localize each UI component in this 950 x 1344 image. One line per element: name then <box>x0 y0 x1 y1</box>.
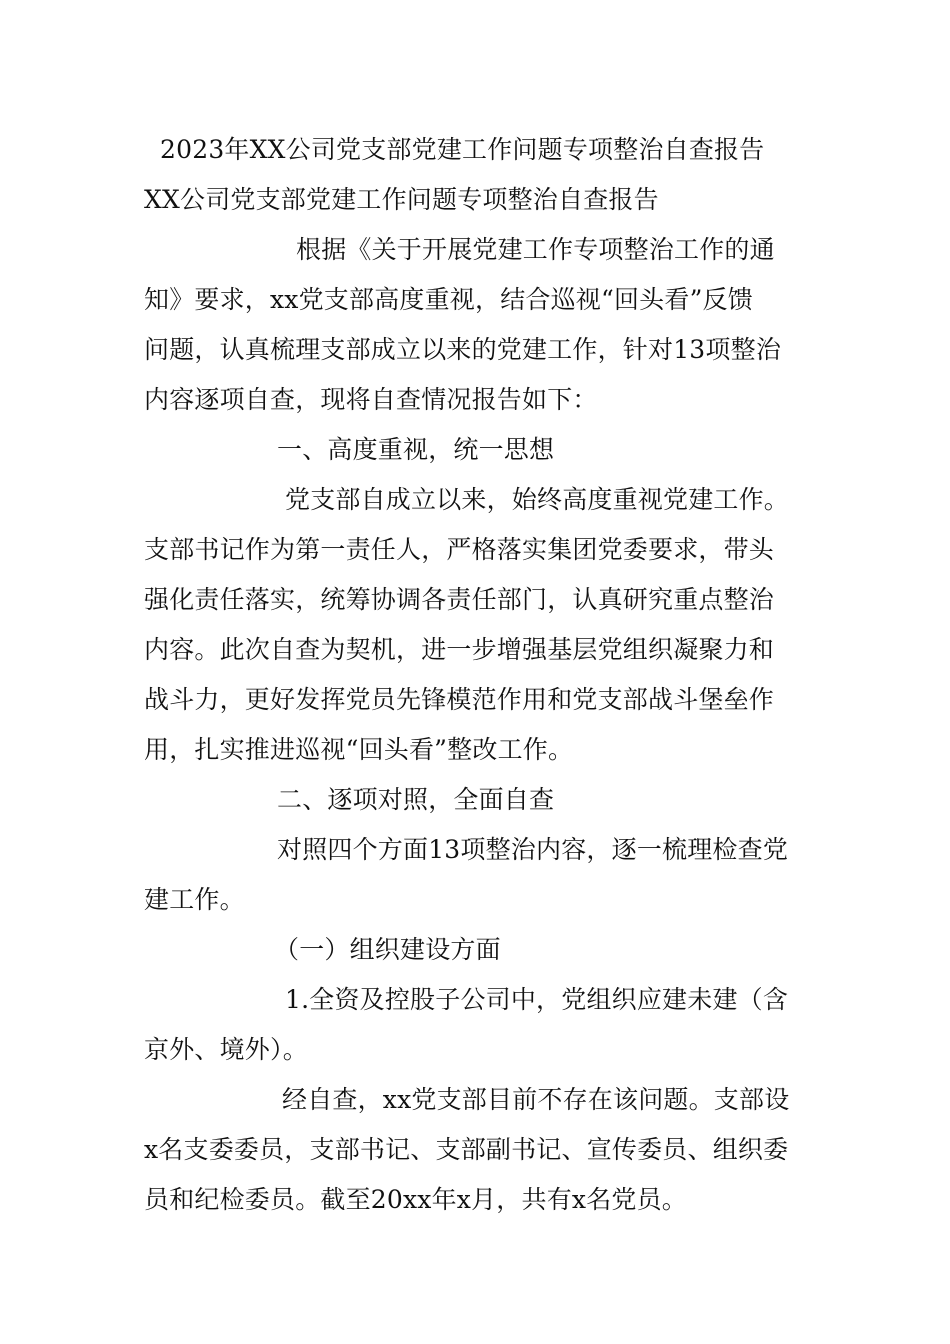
document-subtitle: XX公司党支部党建工作问题专项整治自查报告 <box>144 185 659 214</box>
intro-line-1: 根据《关于开展党建工作专项整治工作的通 <box>296 235 775 264</box>
intro-line-2: 知》要求，xx党支部高度重视，结合巡视“回头看”反馈 <box>144 285 753 314</box>
item-1-finding-line-1: 经自查，xx党支部目前不存在该问题。支部设 <box>282 1085 790 1114</box>
item-1-line-1: 1.全资及控股子公司中，党组织应建未建（含 <box>285 985 789 1014</box>
section-1-heading: 一、高度重视，统一思想 <box>277 435 555 464</box>
section-1-line-6: 用，扎实推进巡视“回头看”整改工作。 <box>144 735 574 764</box>
intro-line-3: 问题，认真梳理支部成立以来的党建工作，针对13项整治 <box>144 335 782 364</box>
section-1-line-5: 战斗力，更好发挥党员先锋模范作用和党支部战斗堡垒作 <box>144 685 775 714</box>
section-2-line-1: 对照四个方面13项整治内容，逐一梳理检查党 <box>277 835 789 864</box>
item-1-line-2: 京外、境外）。 <box>144 1035 308 1064</box>
document-title: 2023年XX公司党支部党建工作问题专项整治自查报告 <box>160 135 765 164</box>
subsection-1-heading: （一）组织建设方面 <box>274 935 501 964</box>
intro-line-4: 内容逐项自查，现将自查情况报告如下： <box>144 385 598 414</box>
section-1-line-2: 支部书记作为第一责任人，严格落实集团党委要求，带头 <box>144 535 775 564</box>
section-2-heading: 二、逐项对照，全面自查 <box>277 785 555 814</box>
section-1-line-4: 内容。此次自查为契机，进一步增强基层党组织凝聚力和 <box>144 635 775 664</box>
section-1-line-1: 党支部自成立以来，始终高度重视党建工作。 <box>285 485 790 514</box>
item-1-finding-line-3: 员和纪检委员。截至20xx年x月，共有x名党员。 <box>144 1185 688 1214</box>
item-1-finding-line-2: x名支委委员，支部书记、支部副书记、宣传委员、组织委 <box>144 1135 789 1164</box>
section-2-line-2: 建工作。 <box>144 885 245 914</box>
section-1-line-3: 强化责任落实，统筹协调各责任部门，认真研究重点整治 <box>144 585 775 614</box>
